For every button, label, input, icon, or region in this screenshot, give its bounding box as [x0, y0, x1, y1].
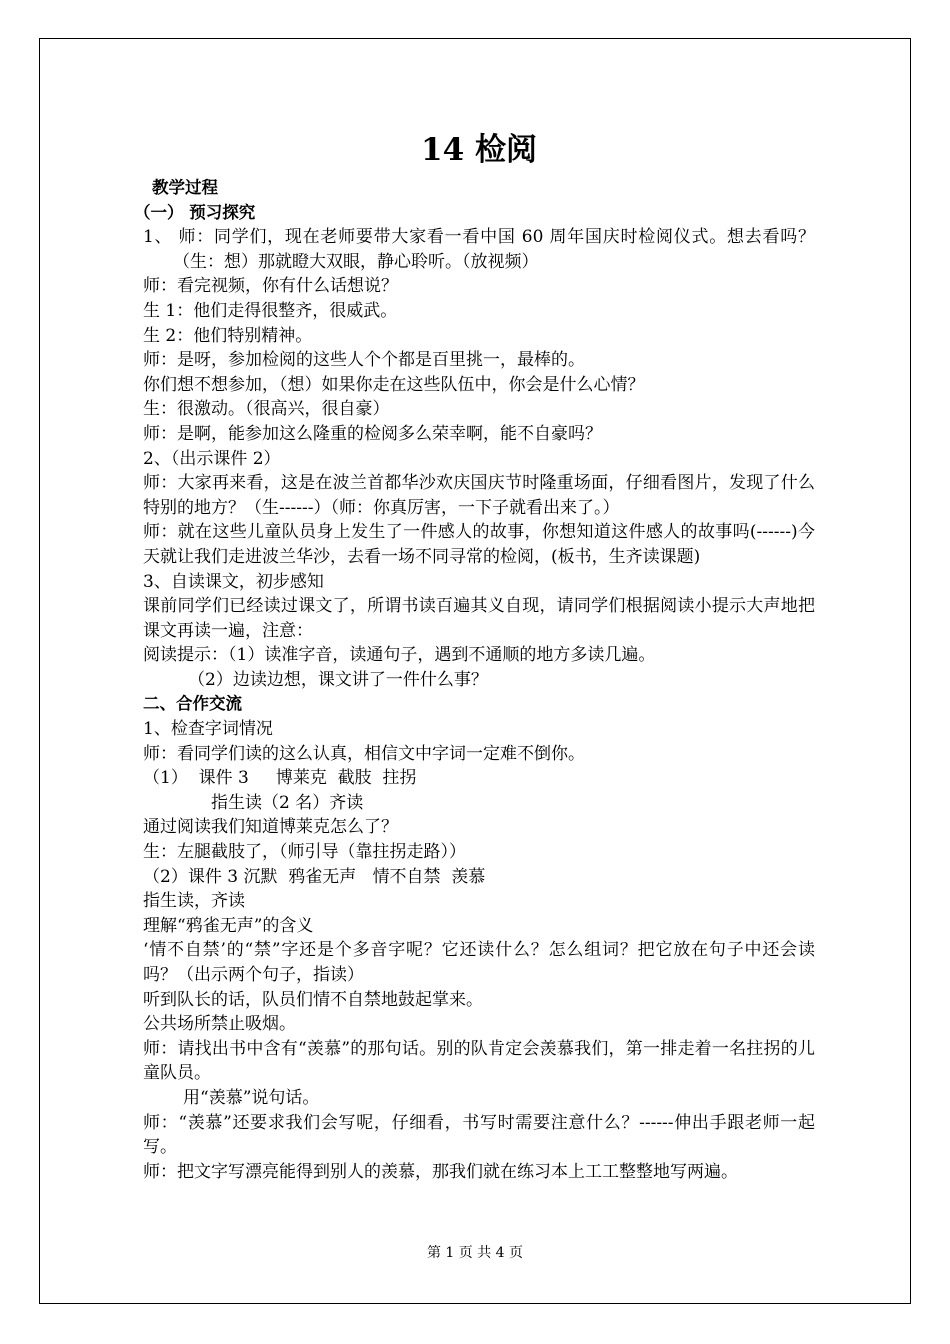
paragraph: 用“羡慕”说句话。 — [183, 1087, 320, 1108]
paragraph: 师：大家再来看，这是在波兰首都华沙欢庆国庆节时隆重场面，仔细看图片，发现了什么特别的地方？（生------）（师：你真厉害，一下子就看出来了。） — [143, 473, 815, 518]
paragraph: 通过阅读我们知道博莱克怎么了？ — [143, 817, 398, 838]
paragraph: （2）边读边想，课文讲了一件什么事？ — [188, 669, 488, 690]
paragraph: 1、检查字词情况 — [143, 719, 273, 740]
paragraph: 师：请找出书中含有“羡慕”的那句话。别的队肯定会羡慕我们，第一排走着一名拄拐的儿童队员。 — [143, 1038, 815, 1084]
document-body — [134, 128, 815, 1184]
paragraph: 师：看完视频，你有什么话想说？ — [143, 276, 398, 297]
paragraph: 师：是啊，能参加这么隆重的检阅多么荣幸啊，能不自豪吗？ — [143, 423, 602, 444]
paragraph: （2）课件 3 沉默 鸦雀无声 情不自禁 羡慕 — [143, 866, 486, 887]
section-heading-cooperation: 二、合作交流 — [143, 694, 242, 714]
paragraph: 生：很激动。（很高兴，很自豪） — [143, 399, 390, 420]
paragraph: 听到队长的话，队员们情不自禁地鼓起掌来。 — [143, 989, 483, 1010]
paragraph: 公共场所禁止吸烟。 — [143, 1014, 296, 1035]
paragraph: 生：左腿截肢了，（师引导（靠拄拐走路）） — [143, 842, 466, 863]
paragraph: 指生读，齐读 — [143, 891, 245, 912]
page-footer: 第 1 页 共 4 页 — [426, 1245, 524, 1261]
paragraph: 指生读（2 名）齐读 — [211, 792, 364, 813]
paragraph: 师：“羡慕”还要求我们会写呢，仔细看，书写时需要注意什么？------伸出手跟老师一起写。 — [143, 1112, 815, 1158]
paragraph: 3、自读课文，初步感知 — [143, 571, 324, 592]
paragraph: 2、（出示课件 2） — [143, 448, 281, 469]
document-title: 14 检阅 — [421, 132, 537, 168]
paragraph: 师：是呀，参加检阅的这些人个个都是百里挑一，最棒的。 — [143, 350, 585, 371]
paragraph: 理解“鸦雀无声”的含义 — [143, 915, 314, 936]
paragraph: 生 1：他们走得很整齐，很威武。 — [143, 300, 398, 321]
paragraph: 师：看同学们读的这么认真，相信文中字词一定难不倒你。 — [143, 743, 585, 764]
section-heading-teaching-process: 教学过程 — [152, 178, 218, 197]
paragraph: 生 2：他们特别精神。 — [143, 325, 313, 346]
paragraph: 你们想不想参加，（想）如果你走在这些队伍中，你会是什么心情？ — [143, 374, 645, 395]
paragraph: （1） 课件 3 博莱克 截肢 拄拐 — [143, 768, 417, 789]
paragraph: 师：就在这些儿童队员身上发生了一件感人的故事，你想知道这件感人的故事吗(------)今天就让我们走进波兰华沙，去看一场不同寻常的检阅，(板书，生齐读课题) — [143, 522, 815, 567]
paragraph: 课前同学们已经读过课文了，所谓书读百遍其义自现，请同学们根据阅读小提示大声地把课文再读一遍，注意： — [143, 596, 815, 641]
section-heading-preview: （一） 预习探究 — [134, 202, 256, 222]
paragraph: ‘情不自禁’的“禁”字还是个多音字呢？它还读什么？怎么组词？把它放在句子中还会读吗？（出示两个句子，指读） — [143, 940, 815, 985]
paragraph: 1、 师：同学们，现在老师要带大家看一看中国 60 周年国庆时检阅仪式。想去看吗？（生：想）那就瞪大双眼，静心聆听。（放视频） — [143, 227, 815, 272]
paragraph: 阅读提示：（1）读准字音，读通句子，遇到不通顺的地方多读几遍。 — [143, 645, 656, 666]
paragraph: 师：把文字写漂亮能得到别人的羡慕，那我们就在练习本上工工整整地写两遍。 — [143, 1161, 738, 1182]
